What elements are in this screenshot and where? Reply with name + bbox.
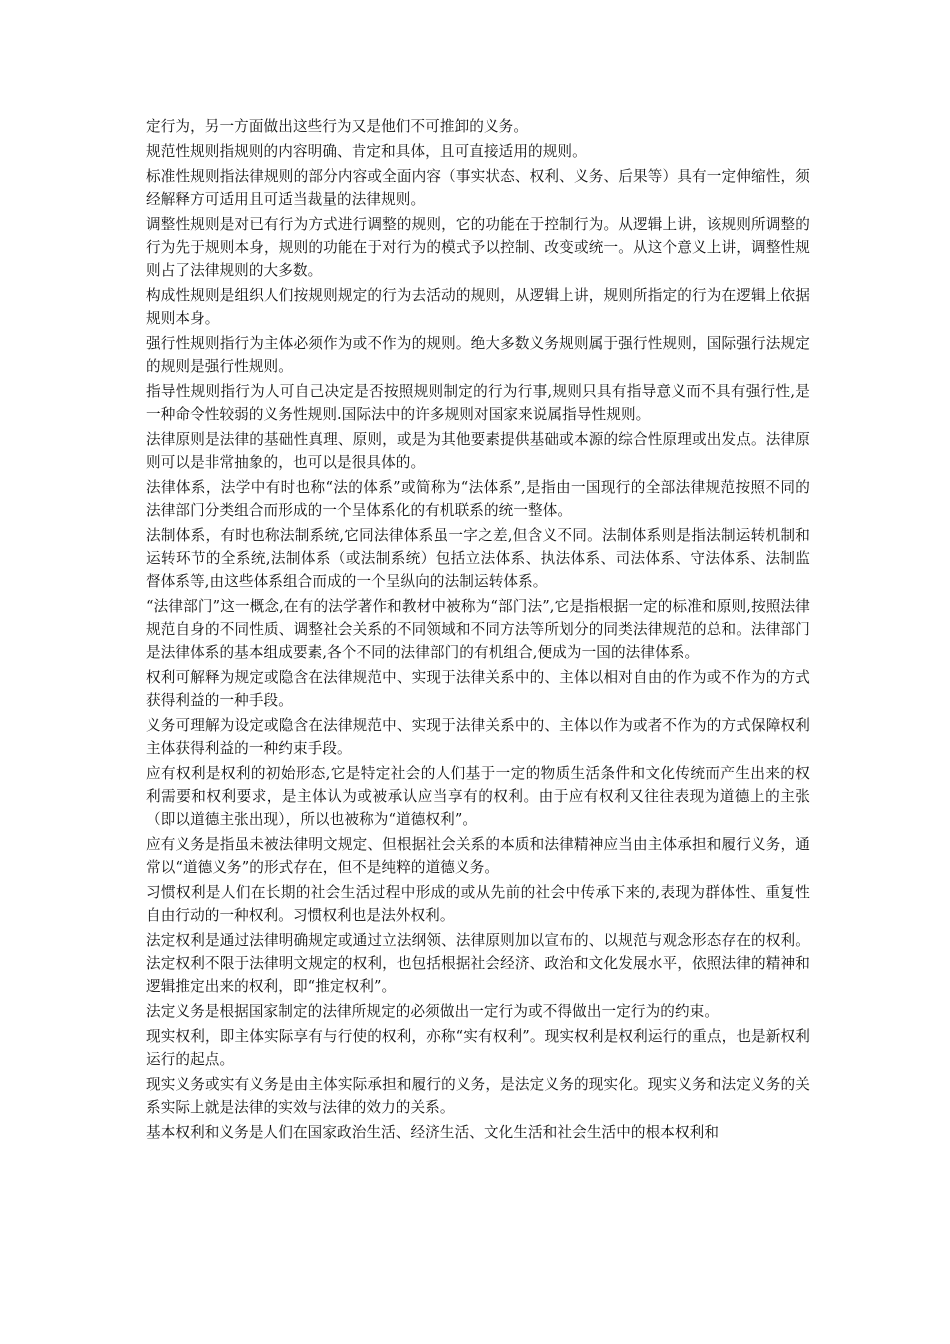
paragraph: 应有义务是指虽未被法律明文规定、但根据社会关系的本质和法律精神应当由主体承担和履行义务，通常以“道德义务”的形式存在，但不是纯粹的道德义务。 (146, 836, 810, 876)
paragraph: 法定权利是通过法律明确规定或通过立法纲领、法律原则加以宣布的、以规范与观念形态存在的权利。法定权利不限于法律明文规定的权利，也包括根据社会经济、政治和文化发展水平，依照法律的精神和逻辑推定出来的权利，即“推定权利”。 (146, 932, 810, 995)
paragraph: 定行为，另一方面做出这些行为又是他们不可推卸的义务。 (146, 118, 529, 135)
paragraph: 现实义务或实有义务是由主体实际承担和履行的义务，是法定义务的现实化。现实义务和法定义务的关系实际上就是法律的实效与法律的效力的关系。 (146, 1076, 810, 1116)
paragraph: 义务可理解为设定或隐含在法律规范中、实现于法律关系中的、主体以作为或者不作为的方式保障权利主体获得利益的一种约束手段。 (146, 717, 810, 757)
paragraph: 习惯权利是人们在长期的社会生活过程中形成的或从先前的社会中传承下来的,表现为群体性、重复性自由行动的一种权利。习惯权利也是法外权利。 (146, 884, 810, 924)
paragraph: 基本权利和义务是人们在国家政治生活、经济生活、文化生活和社会生活中的根本权利和 (146, 1124, 720, 1141)
paragraph: 法律原则是法律的基础性真理、原则，或是为其他要素提供基础或本源的综合性原理或出发点。法律原则可以是非常抽象的，也可以是很具体的。 (146, 431, 810, 471)
paragraph: 标准性规则指法律规则的部分内容或全面内容（事实状态、权利、义务、后果等）具有一定伸缩性，须经解释方可适用且可适当裁量的法律规则。 (146, 168, 810, 208)
paragraph: 法制体系，有时也称法制系统,它同法律体系虽一字之差,但含义不同。法制体系则是指法制运转机制和运转环节的全系统,法制体系（或法制系统）包括立法体系、执法体系、司法体系、守法体系、法制监督体系等,由这些体系组合而成的一个呈纵向的法制运转体系。 (146, 527, 810, 590)
document-body (146, 115, 810, 1146)
paragraph: 强行性规则指行为主体必须作为或不作为的规则。绝大多数义务规则属于强行性规则，国际强行法规定的规则是强行性规则。 (146, 335, 810, 375)
paragraph: 权利可解释为规定或隐含在法律规范中、实现于法律关系中的、主体以相对自由的作为或不作为的方式获得利益的一种手段。 (146, 669, 810, 709)
paragraph: 调整性规则是对已有行为方式进行调整的规则，它的功能在于控制行为。从逻辑上讲，该规则所调整的行为先于规则本身，规则的功能在于对行为的模式予以控制、改变或统一。从这个意义上讲，调整性规则占了法律规则的大多数。 (146, 216, 810, 279)
paragraph: 法律体系，法学中有时也称“法的体系”或简称为“法体系”,是指由一国现行的全部法律规范按照不同的法律部门分类组合而形成的一个呈体系化的有机联系的统一整体。 (146, 479, 810, 519)
paragraph: 规范性规则指规则的内容明确、肯定和具体，且可直接适用的规则。 (146, 143, 587, 160)
paragraph: 构成性规则是组织人们按规则规定的行为去活动的规则，从逻辑上讲，规则所指定的行为在逻辑上依据规则本身。 (146, 287, 810, 327)
paragraph: 现实权利，即主体实际享有与行使的权利，亦称“实有权利”。现实权利是权利运行的重点，也是新权利运行的起点。 (146, 1028, 810, 1068)
paragraph: 指导性规则指行为人可自己决定是否按照规则制定的行为行事,规则只具有指导意义而不具有强行性,是一种命令性较弱的义务性规则.国际法中的许多规则对国家来说属指导性规则。 (146, 383, 810, 423)
paragraph: 法定义务是根据国家制定的法律所规定的必须做出一定行为或不得做出一定行为的约束。 (146, 1003, 720, 1020)
paragraph: “法律部门”这一概念,在有的法学著作和教材中被称为“部门法”,它是指根据一定的标准和原则,按照法律规范自身的不同性质、调整社会关系的不同领域和不同方法等所划分的同类法律规范的总和。法律部门是法律体系的基本组成要素,各个不同的法律部门的有机组合,便成为一国的法律体系。 (146, 598, 810, 661)
paragraph: 应有权利是权利的初始形态,它是特定社会的人们基于一定的物质生活条件和文化传统而产生出来的权利需要和权利要求，是主体认为或被承认应当享有的权利。由于应有权利又往往表现为道德上的主张（即以道德主张出现），所以也被称为“道德权利”。 (146, 765, 810, 828)
